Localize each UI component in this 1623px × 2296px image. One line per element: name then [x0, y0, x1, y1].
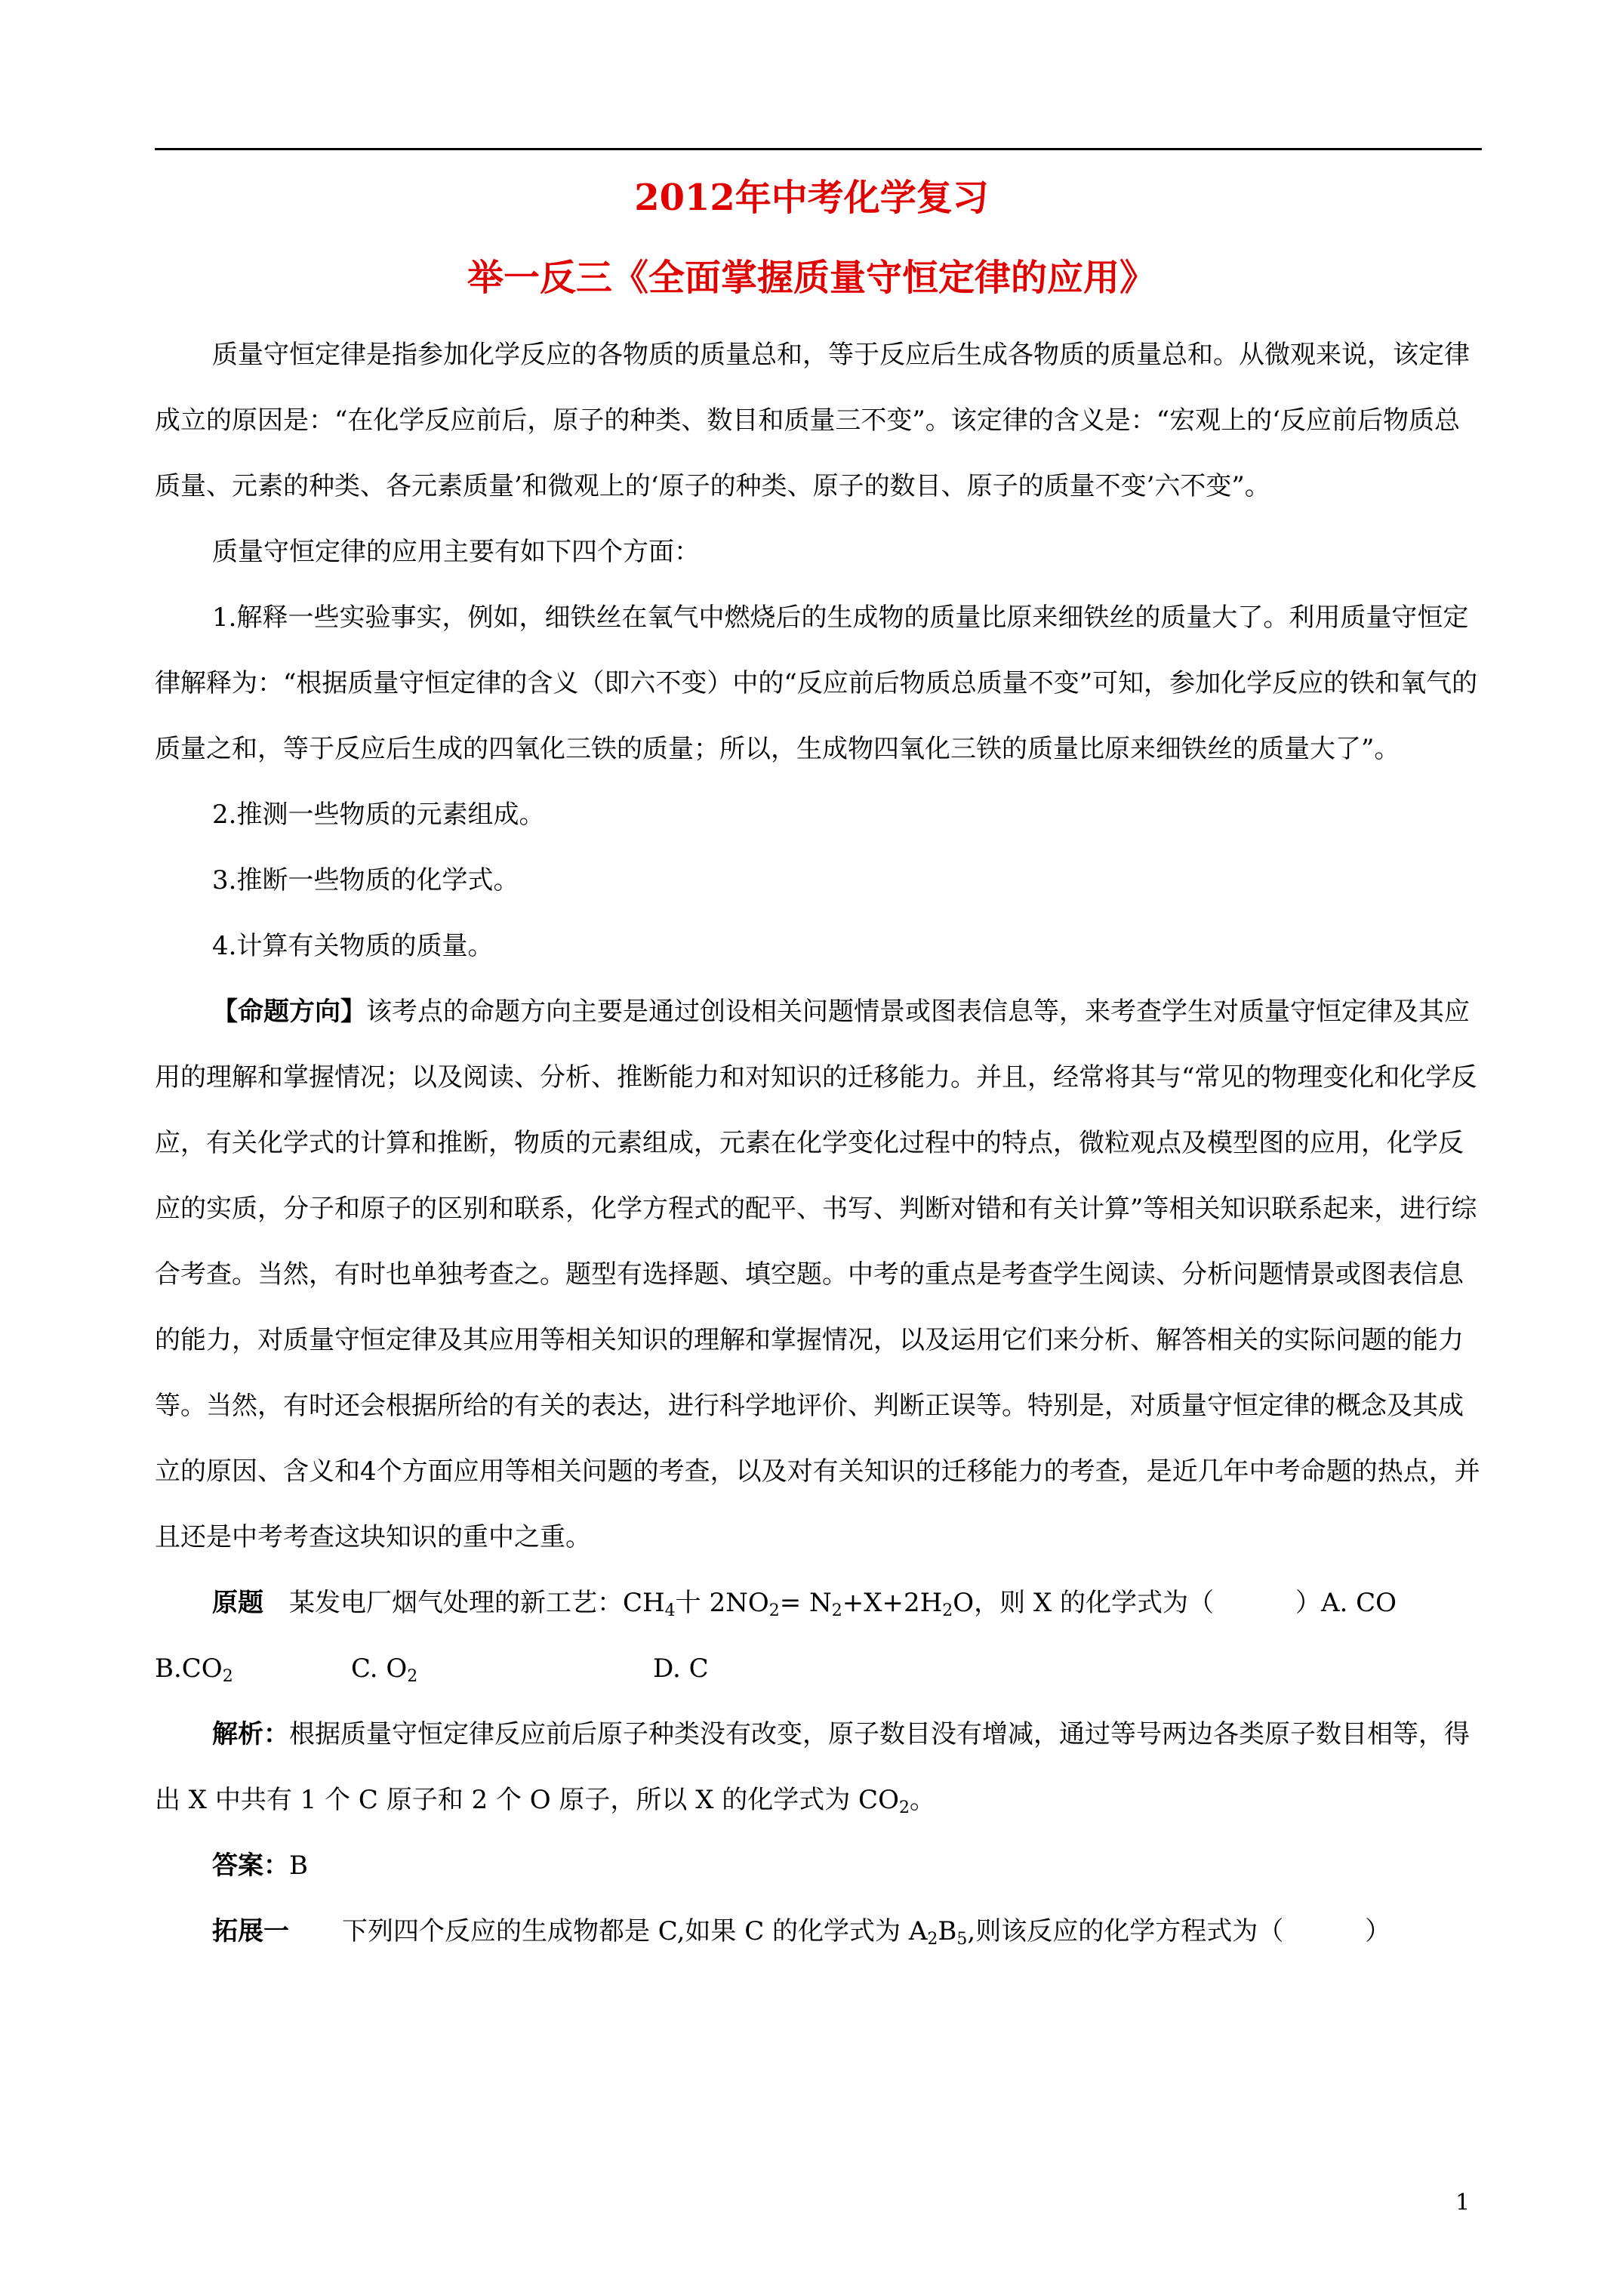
applications-intro: 质量守恒定律的应用主要有如下四个方面：	[212, 537, 700, 567]
answer-label: 答案：	[212, 1851, 289, 1881]
document-subtitle: 举一反三《全面掌握质量守恒定律的应用》	[467, 257, 1156, 299]
analysis-end: 。	[909, 1785, 935, 1815]
page-number: 1	[1455, 2190, 1471, 2216]
extension-sub: 5	[956, 1930, 968, 1949]
option-b: $B.CO_2$	[155, 1653, 233, 1686]
question-paragraph	[155, 1570, 1482, 1702]
analysis-sub: 2	[898, 1798, 910, 1817]
document-body	[155, 322, 1482, 1965]
question-part: ）	[1295, 1588, 1321, 1618]
question-sub: 2	[831, 1601, 842, 1620]
extension-sub: 2	[927, 1930, 938, 1949]
extension-part: ,则该反应的化学方程式为（	[967, 1916, 1284, 1946]
extension-label: 拓展一	[212, 1916, 289, 1946]
question-part: +X+2H	[842, 1588, 943, 1618]
analysis-text: 根据质量守恒定律反应前后原子种类没有改变，原子数目没有增减，通过等号两边各类原子数目相等，得出 X 中共有 1 个 C 原子和 2 个 O 原子，所以 X 的化学式为 CO	[155, 1719, 1470, 1815]
answer-paragraph	[155, 1833, 1482, 1899]
application-3: 3.推断一些物质的化学式。	[212, 865, 519, 895]
question-label: 原题	[212, 1588, 263, 1618]
direction-label: 【命题方向】	[212, 997, 366, 1027]
application-2: 2.推测一些物质的元素组成。	[212, 800, 545, 830]
question-sub: 2	[942, 1601, 953, 1620]
intro-paragraph: 质量守恒定律是指参加化学反应的各物质的质量总和，等于反应后生成各物质的质量总和。从微观来说，该定律成立的原因是：“在化学反应前后，原子的种类、数目和质量三不变”。该定律的含义是：“宏观上的‘反应前后物质总质量、元素的种类、各元素质量’和微观上的‘原子的种类、原子的数目、原子的质量不变’六不变”。	[155, 340, 1470, 501]
question-sub: 2	[768, 1601, 780, 1620]
document-title: 2012年中考化学复习	[634, 177, 989, 219]
extension-part: ）	[1365, 1916, 1391, 1946]
direction-paragraph	[155, 979, 1482, 1570]
question-part: 十 2NO	[675, 1588, 769, 1618]
question-lead: 某发电厂烟气处理的新工艺：CH	[289, 1588, 665, 1618]
option-d: D. C	[653, 1653, 709, 1684]
analysis-label: 解析：	[212, 1719, 289, 1749]
extension-paragraph	[155, 1899, 1482, 1965]
question-part: O，则 X 的化学式为（	[953, 1588, 1214, 1618]
option-c: C. $O_2$	[351, 1653, 418, 1686]
direction-text: 该考点的命题方向主要是通过创设相关问题情景或图表信息等，来考查学生对质量守恒定律及其应用的理解和掌握情况；以及阅读、分析、推断能力和对知识的迁移能力。并且，经常将其与“常见的物理变化和化学反应，有关化学式的计算和推断，物质的元素组成，元素在化学变化过程中的特点，微粒观点及模型图的应用，化学反应的实质，分子和原子的区别和联系，化学方程式的配平、书写、判断对错和有关计算”等相关知识联系起来，进行综合考查。当然，有时也单独考查之。题型有选择题、填空题。中考的重点是考查学生阅读、分析问题情景或图表信息的能力，对质量守恒定律及其应用等相关知识的理解和掌握情况，以及运用它们来分析、解答相关的实际问题的能力等。当然，有时还会根据所给的有关的表达，进行科学地评价、判断正误等。特别是，对质量守恒定律的概念及其成立的原因、含义和4个方面应用等相关问题的考查，以及对有关知识的迁移能力的考查，是近几年中考命题的热点，并且还是中考考查这块知识的重中之重。	[155, 997, 1480, 1552]
analysis-paragraph	[155, 1702, 1482, 1833]
question-sub: 4	[664, 1601, 676, 1620]
answer-value: B	[289, 1851, 308, 1881]
question-part: = N	[779, 1588, 832, 1618]
application-1: 1.解释一些实验事实，例如，细铁丝在氧气中燃烧后的生成物的质量比原来细铁丝的质量大了。利用质量守恒定律解释为：“根据质量守恒定律的含义（即六不变）中的“反应前后物质总质量不变”可知，参加化学反应的铁和氧气的质量之和，等于反应后生成的四氧化三铁的质量；所以，生成物四氧化三铁的质量比原来细铁丝的质量大了”。	[155, 603, 1478, 764]
application-4: 4.计算有关物质的质量。	[212, 931, 494, 961]
header-rule	[155, 148, 1482, 150]
extension-part: B	[938, 1916, 957, 1946]
option-a: A. CO	[1320, 1588, 1397, 1618]
extension-text: 下列四个反应的生成物都是 C,如果 C 的化学式为 A	[342, 1916, 928, 1946]
